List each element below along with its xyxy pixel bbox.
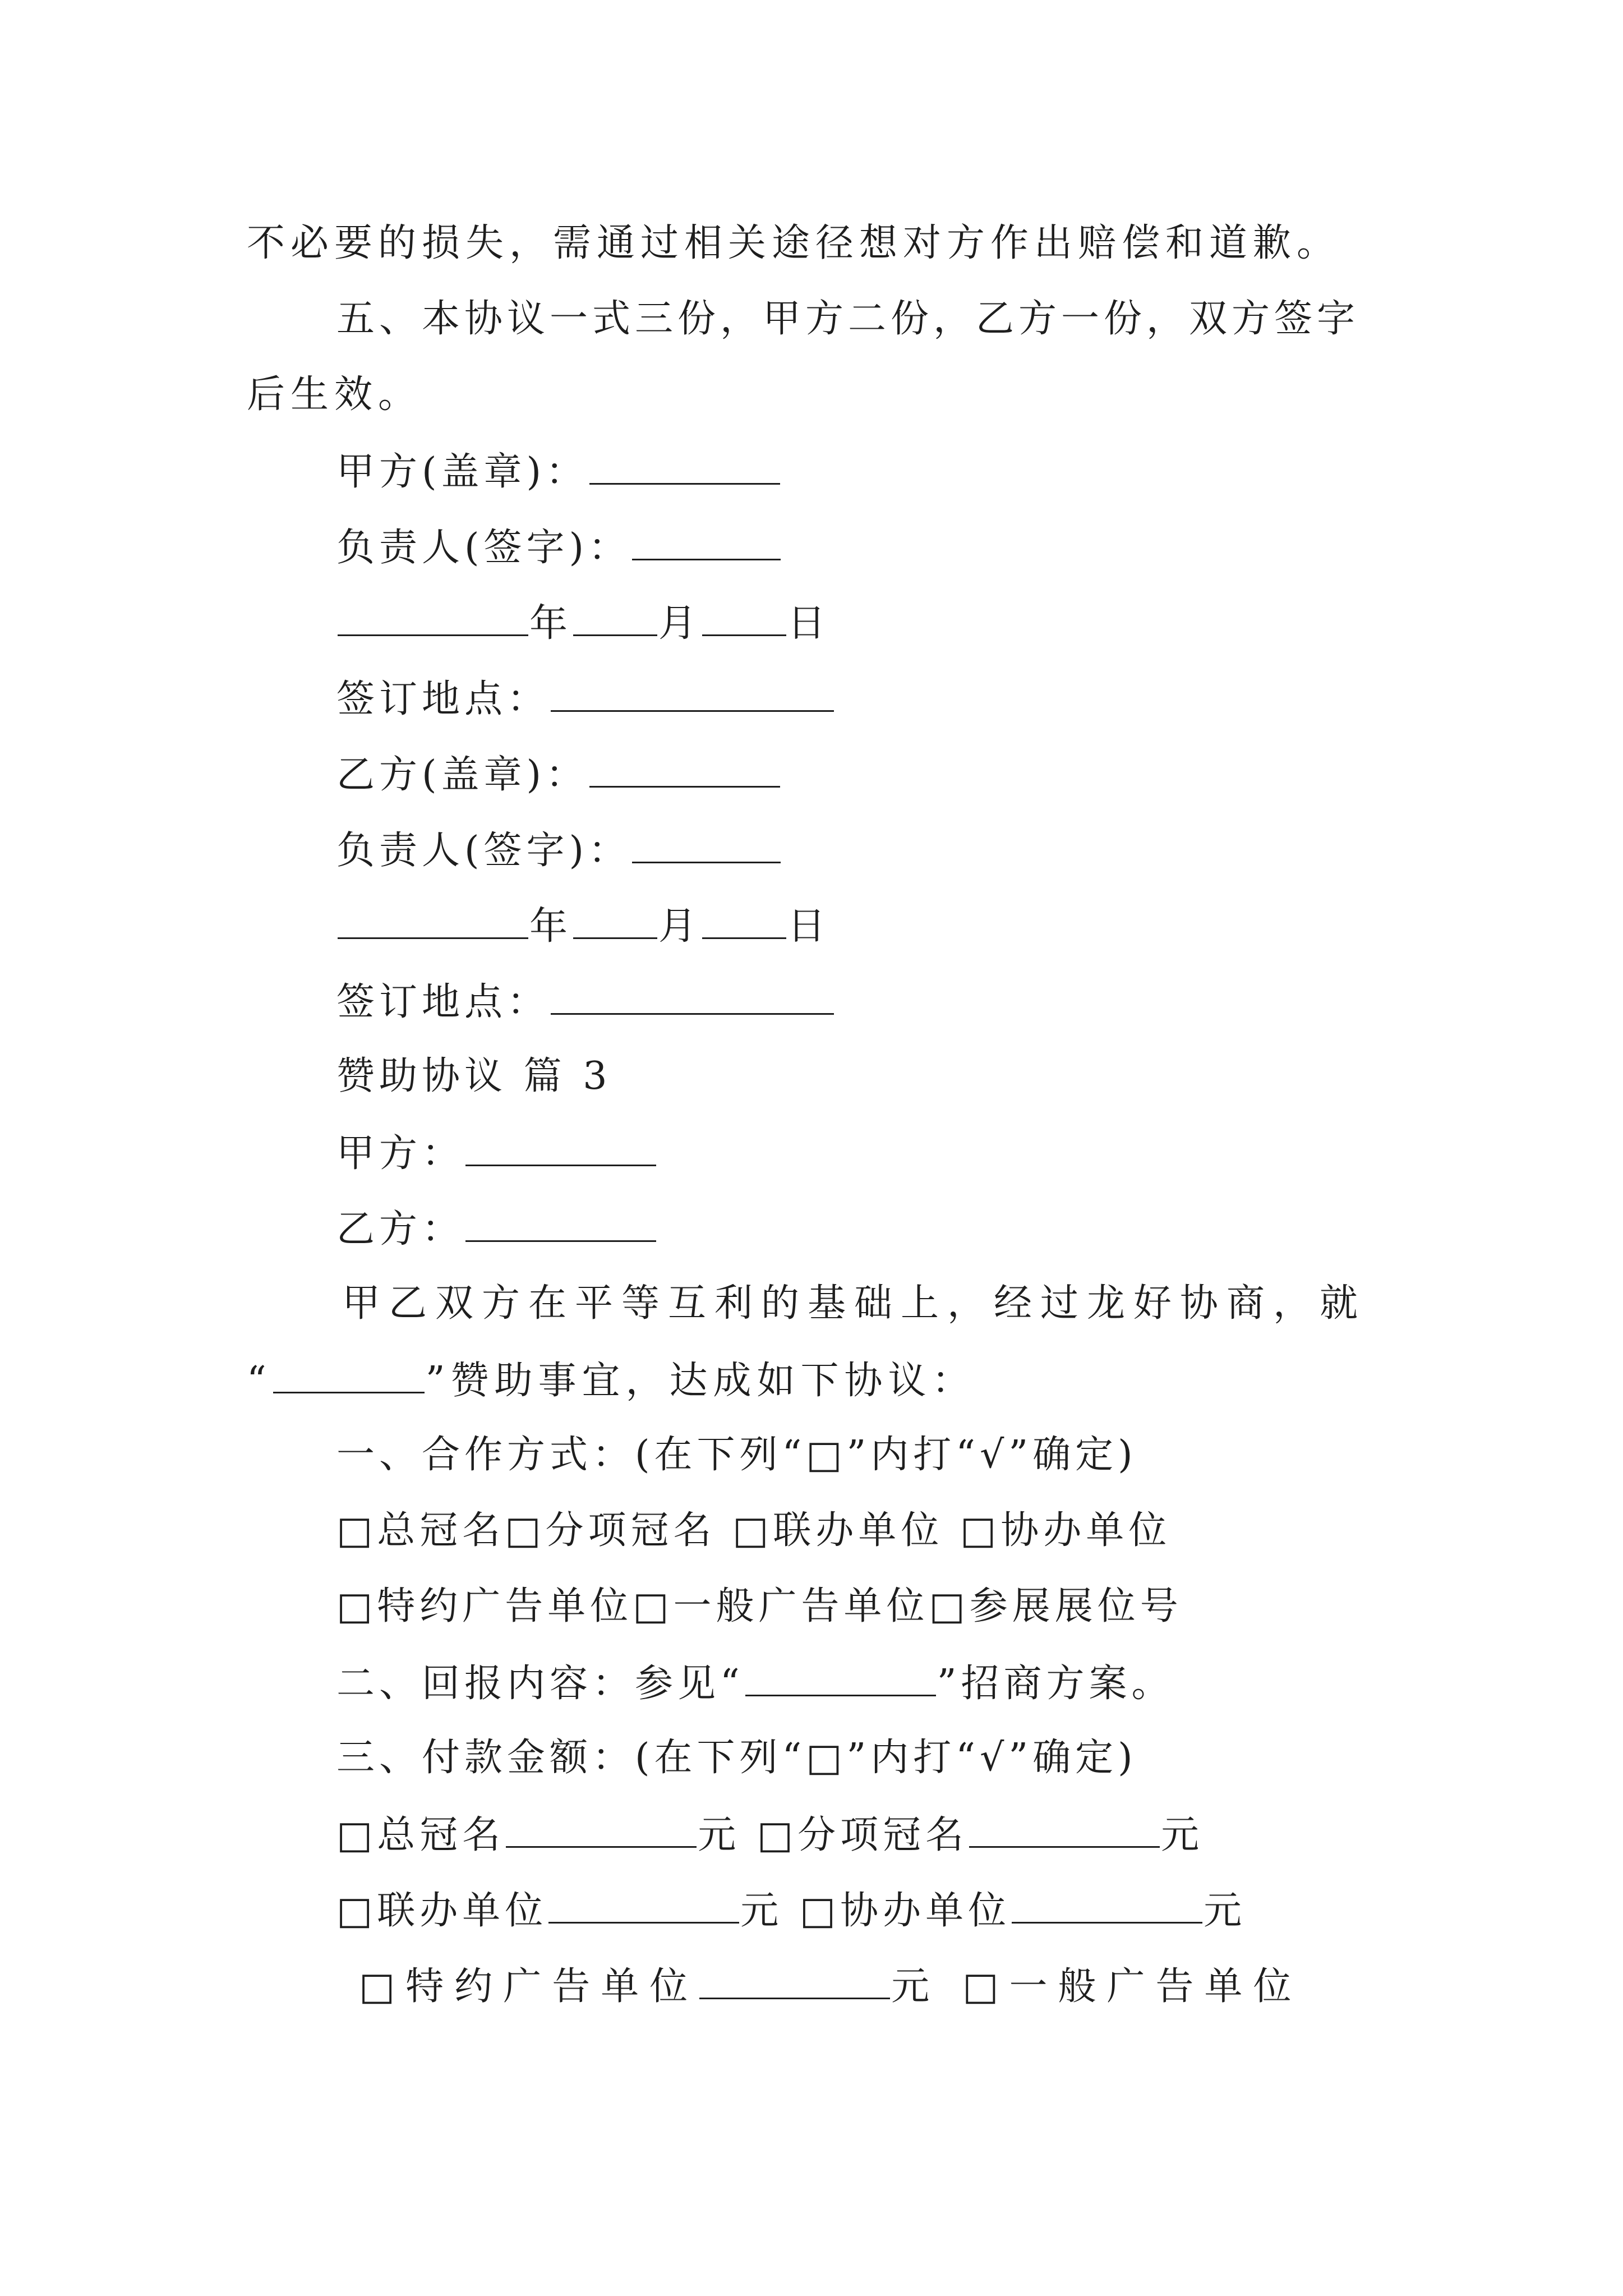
party-b-year-blank[interactable] [338, 906, 528, 939]
party-a-place-row [336, 679, 835, 719]
party-a-signer-label: 负责人(签字)： [336, 526, 631, 570]
amount-row-2 [336, 1889, 1247, 1933]
yuan-label: 元 [1204, 1889, 1247, 1933]
party-a-name-label: 甲方： [336, 1131, 465, 1176]
agreement-intro-line-2 [247, 1359, 976, 1403]
party-a-year-blank[interactable] [338, 603, 528, 636]
year-label: 年 [529, 904, 573, 949]
party-a-month-blank[interactable] [573, 603, 657, 636]
party-b-place-blank[interactable] [551, 982, 834, 1015]
sub-title-label: 元 □分项冠名 [698, 1813, 969, 1857]
party-a-place-label: 签订地点： [336, 677, 550, 721]
cooperation-options-row-1: □总冠名□分项冠名 □联办单位 □协办单位 [336, 1508, 1172, 1553]
yuan-label: 元 [891, 1964, 940, 2009]
assistant-organizer-amount-blank[interactable] [1012, 1890, 1202, 1924]
cooperation-options-row-2: □特约广告单位□一般广告单位□参展展位号 [336, 1584, 1183, 1628]
clause-five-line-1: 五、本协议一式三份，甲方二份，乙方一份，双方签字 [336, 297, 1360, 341]
special-ad-amount-blank[interactable] [699, 1966, 890, 1999]
clause-two-label: 二、回报内容：参见“ [336, 1662, 744, 1706]
party-b-signer-row [336, 829, 782, 873]
party-b-date-row [336, 904, 831, 949]
party-a-seal-row [336, 450, 781, 494]
year-label: 年 [529, 601, 573, 646]
clause-five-line-2: 后生效。 [247, 372, 422, 417]
month-label: 月 [658, 904, 702, 949]
sub-title-amount-blank[interactable] [969, 1815, 1160, 1848]
special-ad-label: □特约广告单位 [359, 1964, 699, 2009]
yuan-label: 元 [1161, 1813, 1204, 1857]
party-b-signer-blank[interactable] [632, 830, 781, 863]
co-organizer-label: □联办单位 [336, 1889, 548, 1933]
party-a-date-row [336, 601, 831, 646]
party-a-day-blank[interactable] [702, 603, 786, 636]
party-b-place-label: 签订地点： [336, 980, 550, 1024]
event-name-blank[interactable] [273, 1360, 425, 1393]
assistant-organizer-label: 元 □协办单位 [740, 1889, 1011, 1933]
day-label: 日 [787, 904, 831, 949]
title-sponsor-amount-blank[interactable] [506, 1815, 697, 1848]
intro-rest: ”赞助事宜，达成如下协议： [425, 1359, 976, 1403]
party-b-seal-row [336, 753, 781, 797]
general-ad-label: □一般广告单位 [962, 1964, 1302, 2009]
party-a-signer-blank[interactable] [632, 527, 781, 560]
party-a-signer-row [336, 526, 782, 570]
agreement-intro-line-1: 甲乙双方在平等互利的基础上，经过龙好协商，就 [342, 1281, 1367, 1326]
party-b-seal-blank[interactable] [589, 754, 780, 788]
co-organizer-amount-blank[interactable] [548, 1890, 739, 1924]
party-a-place-blank[interactable] [551, 679, 834, 712]
party-b-place-row [336, 982, 835, 1022]
title-sponsor-label: □总冠名 [336, 1813, 505, 1857]
party-b-name-label: 乙方： [336, 1207, 465, 1251]
party-a-seal-label: 甲方(盖章)： [336, 450, 589, 494]
party-b-name-row [336, 1209, 657, 1249]
party-b-day-blank[interactable] [702, 906, 786, 939]
amount-row-3 [359, 1964, 1302, 2009]
clause-one-title: 一、合作方式：(在下列“□”内打“√”确定) [336, 1433, 1137, 1477]
clause-two-rest: ”招商方案。 [937, 1662, 1174, 1706]
clause-two-row [336, 1662, 1174, 1706]
amount-row-1 [336, 1815, 1204, 1855]
party-b-name-blank[interactable] [465, 1209, 656, 1242]
open-quote: “ [247, 1359, 272, 1403]
clause-three-title: 三、付款金额：(在下列“□”内打“√”确定) [336, 1736, 1137, 1780]
paragraph-line-1: 不必要的损失，需通过相关途径想对方作出赔偿和道歉。 [247, 221, 1341, 265]
plan-name-blank[interactable] [745, 1663, 936, 1696]
party-b-month-blank[interactable] [573, 906, 657, 939]
month-label: 月 [658, 601, 702, 646]
party-a-name-blank[interactable] [465, 1133, 656, 1166]
party-b-signer-label: 负责人(签字)： [336, 829, 631, 873]
party-a-seal-blank[interactable] [589, 452, 780, 485]
section-heading: 赞助协议 篇 3 [336, 1054, 612, 1098]
day-label: 日 [787, 601, 831, 646]
party-a-name-row [336, 1131, 657, 1176]
party-b-seal-label: 乙方(盖章)： [336, 753, 589, 797]
